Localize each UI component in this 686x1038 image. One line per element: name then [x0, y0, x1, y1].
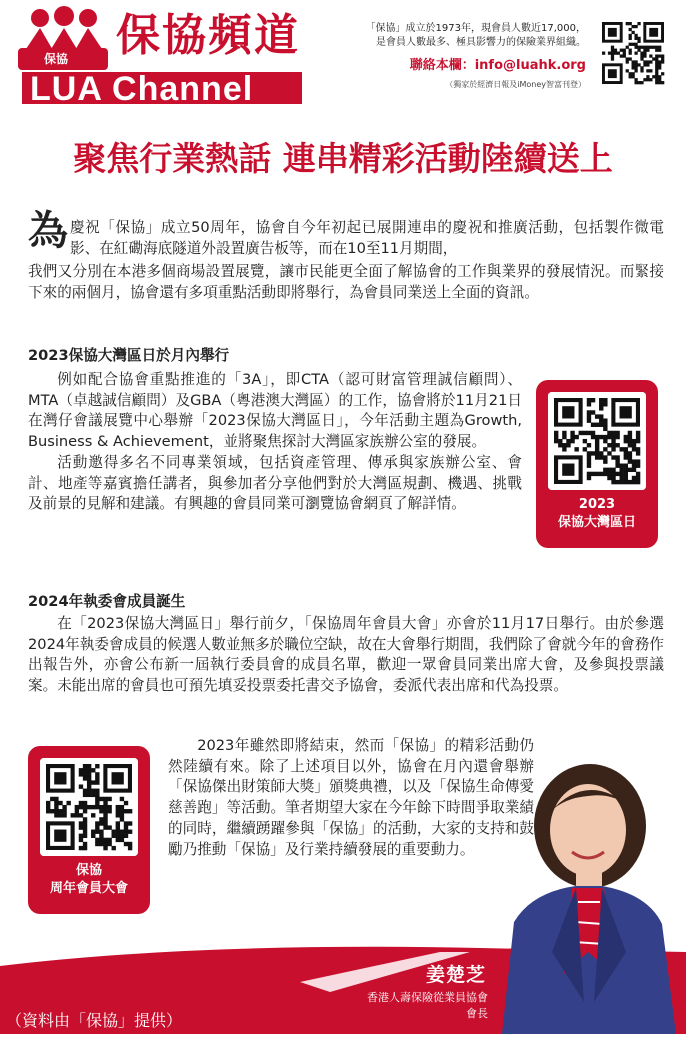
logo-text: 保協 — [44, 52, 69, 66]
author-org: 香港人壽保險從業員協會 — [367, 991, 488, 1004]
channel-label: LUA Channel — [22, 72, 302, 104]
brand-name: 保協頻道 — [116, 10, 300, 61]
header-intro — [318, 22, 586, 50]
closing-text: 2023年雖然即將結束，然而「保協」的精彩活動仍然陸續有來。除了上述項目以外，協會在月內還會舉辦「保協傑出財策師大獎」頒獎典禮，以及「保協生命傳愛慈善跑」等活動。筆者期望大家在今年餘下時間爭取業績的同時，繼續踴躍參與「保協」的活動，大家的支持和鼓勵乃推動「保協」及行業持續發展的重要動力。 — [168, 737, 534, 858]
qr-card-gba-day-line1: 2023 — [578, 497, 616, 512]
author-portrait — [492, 752, 682, 1034]
headline: 聚焦行業熱話 連串精彩活動陸續送上 — [73, 139, 613, 178]
contact-email[interactable]: 聯絡本欄：info@luahk.org — [409, 58, 586, 73]
lua-logo — [14, 6, 112, 72]
section2-para1: 在「2023保協大灣區日」舉行前夕，「保協周年會員大會」亦會於11月17日舉行。由於參選2024年執委會成員的候選人數並無多於職位空缺，故在大會舉行期間，我們除了會就今年的會務作出報告外，亦會公布新一屆執行委員會的成員名單，歡迎一眾會員同業出席大會，及參與投票議案。未能出席的會員也可預先填妥投票委托書交予協會，委派代表出席和代為投票。 — [28, 615, 664, 695]
section2-body — [28, 614, 664, 697]
source-credit: （資料由「保協」提供） — [6, 1011, 183, 1030]
section1-para2: 活動邀得多名不同專業領域，包括資產管理、傳承與家族辦公室、會計、地產等嘉賓擔任講者，與參加者分享他們對於大灣區規劃、機遇、挑戰及前景的見解和建議。有興趣的會員同業可瀏覽協會網頁了解詳情。 — [28, 453, 522, 513]
section1-heading: 2023保協大灣區日於月內舉行 — [28, 347, 230, 364]
qr-card-gba-day[interactable] — [536, 380, 658, 548]
section1-body — [28, 370, 522, 515]
header-intro-line2: 是會員人數最多、極具影響力的保險業界組織。 — [376, 37, 586, 48]
intro-text-b: 我們又分別在本港多個商場設置展覽，讓市民能更全面了解協會的工作與業界的發展情況。而緊接下來的兩個月，協會還有多項重點活動即將舉行，為會員同業送上全面的資訊。 — [28, 263, 664, 301]
author-affiliation — [300, 990, 488, 1022]
closing-paragraph — [168, 736, 534, 860]
header-intro-line1: 「保協」成立於1973年，現會員人數近17,000， — [365, 23, 586, 34]
qr-card-agm-line1: 保協 — [75, 863, 102, 878]
qr-code-gba-day[interactable] — [548, 392, 646, 490]
drop-cap: 為 — [28, 207, 68, 254]
qr-card-agm[interactable] — [28, 746, 150, 914]
section2-heading: 2024年執委會成員誕生 — [28, 593, 186, 610]
author-title: 會長 — [466, 1007, 488, 1020]
qr-code-agm[interactable] — [40, 758, 138, 856]
intro-text-a: 慶祝「保協」成立50周年，協會自今年初起已展開連串的慶祝和推廣活動，包括製作微電影、在紅磡海底隧道外設置廣告板等，而在10至11月期間， — [70, 219, 664, 257]
author-name: 姜楚芝 — [425, 964, 486, 986]
qr-card-gba-day-line2: 保協大灣區日 — [557, 515, 636, 530]
qr-card-agm-line2: 周年會員大會 — [49, 881, 128, 896]
section1-para1: 例如配合協會重點推進的「3A」，即CTA（認可財富管理誠信顧問）、MTA（卓越誠信顧問）及GBA（粵港澳大灣區）的工作，協會將於11月21日在灣仔會議展覽中心舉辦「2023保協大灣區日」，今年活動主題為Growth, Business & Achievement，並將聚焦探討大灣區家族辦公室的發展。 — [28, 371, 522, 451]
publication-note: （獨家於經濟日報及iMoney智富刊登） — [445, 80, 586, 89]
header-qr-code[interactable] — [596, 16, 670, 90]
